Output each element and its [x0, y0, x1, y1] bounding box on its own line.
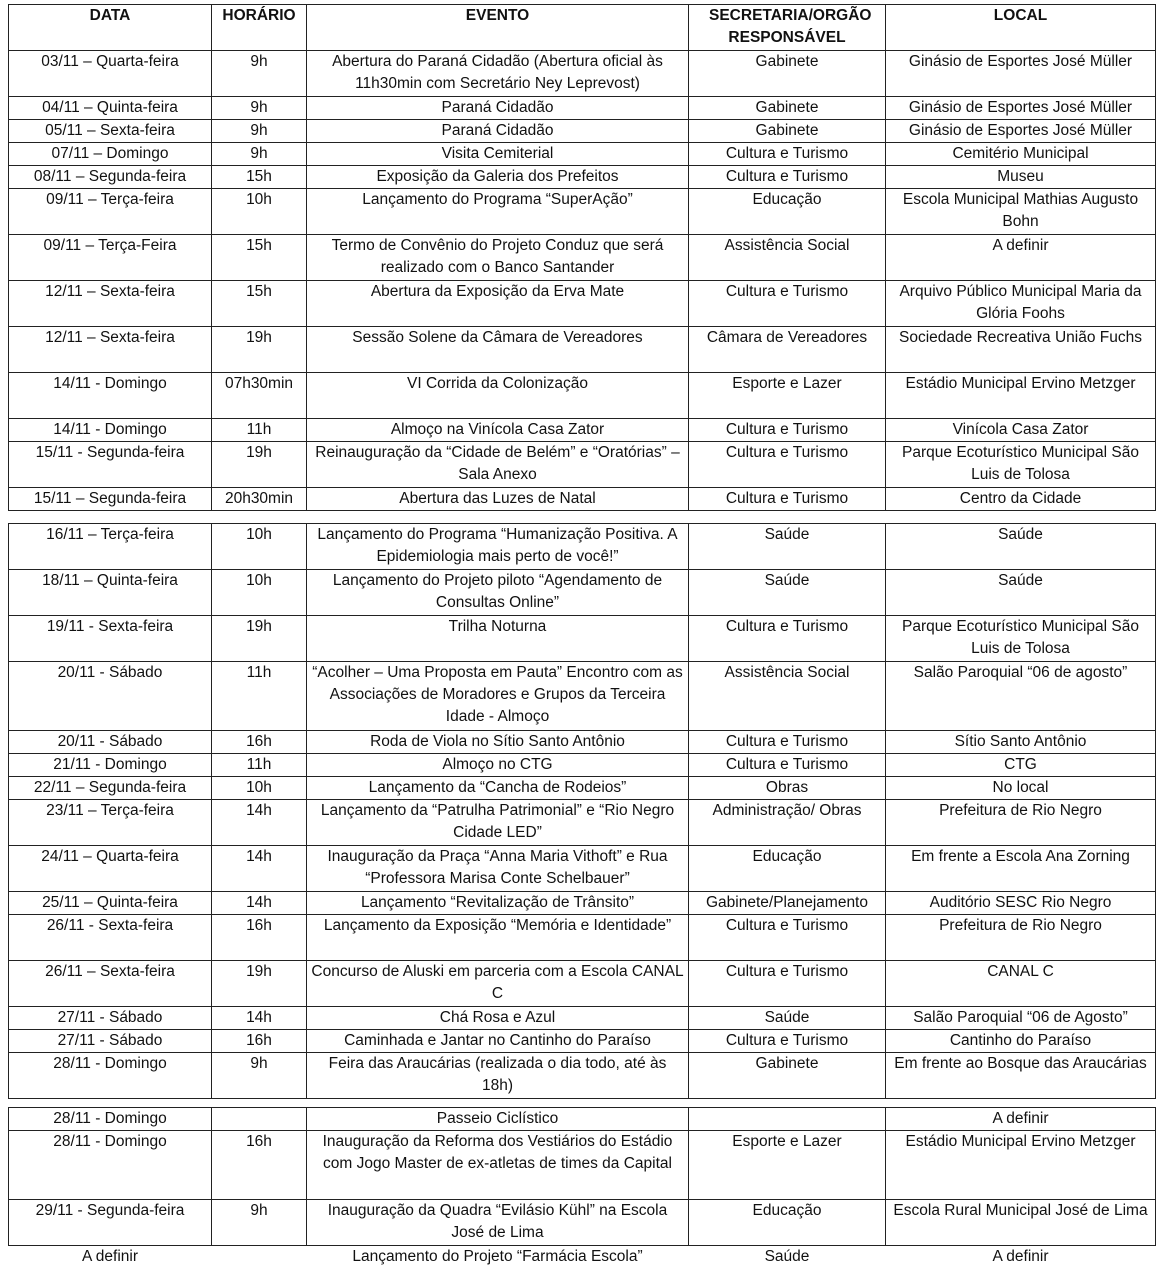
cell-data: 20/11 - Sábado	[9, 662, 212, 731]
cell-secretaria: Educação	[689, 189, 886, 235]
cell-local: Sociedade Recreativa União Fuchs	[886, 327, 1156, 373]
cell-evento: Lançamento “Revitalização de Trânsito”	[307, 892, 689, 915]
cell-horario: 9h	[212, 51, 307, 97]
cell-local: Escola Rural Municipal José de Lima	[886, 1200, 1156, 1246]
schedule-table-3	[8, 1107, 1156, 1269]
schedule-table-2	[8, 523, 1156, 1099]
table-row	[9, 373, 1156, 419]
cell-local: Estádio Municipal Ervino Metzger	[886, 1131, 1156, 1200]
cell-data: 26/11 – Sexta-feira	[9, 961, 212, 1007]
cell-secretaria: Esporte e Lazer	[689, 373, 886, 419]
cell-data: 26/11 - Sexta-feira	[9, 915, 212, 961]
table-row	[9, 1200, 1156, 1246]
cell-horario: 10h	[212, 777, 307, 800]
cell-horario: 19h	[212, 442, 307, 488]
cell-secretaria: Cultura e Turismo	[689, 488, 886, 511]
cell-evento: “Acolher – Uma Proposta em Pauta” Encontro com as Associações de Moradores e Grupos da Terceira Idade - Almoço	[307, 662, 689, 731]
cell-local: Auditório SESC Rio Negro	[886, 892, 1156, 915]
table-row	[9, 143, 1156, 166]
cell-secretaria: Cultura e Turismo	[689, 442, 886, 488]
cell-local: CTG	[886, 754, 1156, 777]
cell-secretaria: Cultura e Turismo	[689, 616, 886, 662]
cell-evento: Almoço no CTG	[307, 754, 689, 777]
cell-horario: 10h	[212, 524, 307, 570]
cell-horario: 20h30min	[212, 488, 307, 511]
cell-horario: 9h	[212, 143, 307, 166]
table-body-3	[9, 1108, 1156, 1269]
cell-data: 12/11 – Sexta-feira	[9, 327, 212, 373]
cell-horario	[212, 1246, 307, 1269]
cell-secretaria: Cultura e Turismo	[689, 143, 886, 166]
cell-horario: 11h	[212, 419, 307, 442]
cell-local: Em frente ao Bosque das Araucárias	[886, 1053, 1156, 1099]
cell-local: Arquivo Público Municipal Maria da Glória Foohs	[886, 281, 1156, 327]
cell-horario: 19h	[212, 616, 307, 662]
cell-secretaria: Administração/ Obras	[689, 800, 886, 846]
table-row	[9, 1131, 1156, 1200]
cell-horario: 15h	[212, 235, 307, 281]
table-body-2	[9, 524, 1156, 1099]
header-horario: HORÁRIO	[212, 5, 307, 51]
table-row	[9, 1007, 1156, 1030]
cell-evento: Lançamento do Projeto “Farmácia Escola”	[307, 1246, 689, 1269]
cell-local: Museu	[886, 166, 1156, 189]
cell-data: 25/11 – Quinta-feira	[9, 892, 212, 915]
cell-horario: 9h	[212, 120, 307, 143]
cell-evento: Inauguração da Quadra “Evilásio Kühl” na Escola José de Lima	[307, 1200, 689, 1246]
cell-horario: 19h	[212, 961, 307, 1007]
cell-evento: Abertura das Luzes de Natal	[307, 488, 689, 511]
table-row	[9, 961, 1156, 1007]
cell-evento: Lançamento da “Cancha de Rodeios”	[307, 777, 689, 800]
cell-data: 24/11 – Quarta-feira	[9, 846, 212, 892]
cell-local: Ginásio de Esportes José Müller	[886, 97, 1156, 120]
header-evento: EVENTO	[307, 5, 689, 51]
cell-local: Sítio Santo Antônio	[886, 731, 1156, 754]
cell-evento: Sessão Solene da Câmara de Vereadores	[307, 327, 689, 373]
cell-data: 20/11 - Sábado	[9, 731, 212, 754]
cell-data: 27/11 - Sábado	[9, 1030, 212, 1053]
cell-data: 09/11 – Terça-feira	[9, 189, 212, 235]
cell-secretaria: Gabinete	[689, 51, 886, 97]
cell-horario: 07h30min	[212, 373, 307, 419]
cell-secretaria: Cultura e Turismo	[689, 166, 886, 189]
cell-data: A definir	[9, 1246, 212, 1269]
cell-local: Salão Paroquial “06 de agosto”	[886, 662, 1156, 731]
cell-data: 21/11 - Domingo	[9, 754, 212, 777]
cell-evento: Inauguração da Reforma dos Vestiários do Estádio com Jogo Master de ex-atletas de times da Capital	[307, 1131, 689, 1200]
cell-local: A definir	[886, 235, 1156, 281]
cell-horario: 14h	[212, 846, 307, 892]
table-row	[9, 662, 1156, 731]
cell-horario: 16h	[212, 731, 307, 754]
cell-evento: Paraná Cidadão	[307, 97, 689, 120]
table-row	[9, 1030, 1156, 1053]
cell-evento: VI Corrida da Colonização	[307, 373, 689, 419]
cell-evento: Inauguração da Praça “Anna Maria Vithoft” e Rua “Professora Marisa Conte Schelbauer”	[307, 846, 689, 892]
cell-secretaria: Saúde	[689, 524, 886, 570]
cell-horario: 14h	[212, 1007, 307, 1030]
cell-data: 09/11 – Terça-Feira	[9, 235, 212, 281]
cell-secretaria: Saúde	[689, 570, 886, 616]
table-row	[9, 570, 1156, 616]
cell-local: Cantinho do Paraíso	[886, 1030, 1156, 1053]
cell-secretaria: Cultura e Turismo	[689, 754, 886, 777]
cell-evento: Feira das Araucárias (realizada o dia todo, até às 18h)	[307, 1053, 689, 1099]
table-row	[9, 731, 1156, 754]
cell-horario	[212, 1108, 307, 1131]
cell-secretaria: Cultura e Turismo	[689, 731, 886, 754]
cell-local: Prefeitura de Rio Negro	[886, 800, 1156, 846]
cell-local: Em frente a Escola Ana Zorning	[886, 846, 1156, 892]
header-local: LOCAL	[886, 5, 1156, 51]
table-row	[9, 915, 1156, 961]
cell-local: Ginásio de Esportes José Müller	[886, 51, 1156, 97]
cell-local: Vinícola Casa Zator	[886, 419, 1156, 442]
table-row	[9, 846, 1156, 892]
table-row	[9, 281, 1156, 327]
cell-local: Prefeitura de Rio Negro	[886, 915, 1156, 961]
cell-local: Escola Municipal Mathias Augusto Bohn	[886, 189, 1156, 235]
table-row	[9, 1053, 1156, 1099]
cell-evento: Visita Cemiterial	[307, 143, 689, 166]
cell-secretaria: Obras	[689, 777, 886, 800]
cell-evento: Lançamento da “Patrulha Patrimonial” e “Rio Negro Cidade LED”	[307, 800, 689, 846]
table-row	[9, 616, 1156, 662]
cell-evento: Concurso de Aluski em parceria com a Escola CANAL C	[307, 961, 689, 1007]
cell-horario: 15h	[212, 281, 307, 327]
cell-horario: 14h	[212, 800, 307, 846]
cell-evento: Reinauguração da “Cidade de Belém” e “Oratórias” – Sala Anexo	[307, 442, 689, 488]
cell-local: No local	[886, 777, 1156, 800]
cell-evento: Termo de Convênio do Projeto Conduz que será realizado com o Banco Santander	[307, 235, 689, 281]
cell-data: 28/11 - Domingo	[9, 1131, 212, 1200]
cell-secretaria: Gabinete	[689, 120, 886, 143]
cell-data: 07/11 – Domingo	[9, 143, 212, 166]
cell-secretaria: Educação	[689, 1200, 886, 1246]
cell-local: Parque Ecoturístico Municipal São Luis de Tolosa	[886, 616, 1156, 662]
table-row	[9, 419, 1156, 442]
cell-local: Salão Paroquial “06 de Agosto”	[886, 1007, 1156, 1030]
cell-local: Centro da Cidade	[886, 488, 1156, 511]
cell-evento: Trilha Noturna	[307, 616, 689, 662]
cell-data: 19/11 - Sexta-feira	[9, 616, 212, 662]
cell-evento: Exposição da Galeria dos Prefeitos	[307, 166, 689, 189]
cell-evento: Passeio Ciclístico	[307, 1108, 689, 1131]
cell-local: Saúde	[886, 570, 1156, 616]
cell-data: 08/11 – Segunda-feira	[9, 166, 212, 189]
cell-horario: 9h	[212, 97, 307, 120]
cell-data: 27/11 - Sábado	[9, 1007, 212, 1030]
cell-local: Cemitério Municipal	[886, 143, 1156, 166]
cell-data: 04/11 – Quinta-feira	[9, 97, 212, 120]
cell-evento: Abertura do Paraná Cidadão (Abertura oficial às 11h30min com Secretário Ney Leprevost)	[307, 51, 689, 97]
table-row	[9, 488, 1156, 511]
cell-evento: Lançamento do Programa “SuperAção”	[307, 189, 689, 235]
cell-evento: Lançamento da Exposição “Memória e Identidade”	[307, 915, 689, 961]
cell-data: 16/11 – Terça-feira	[9, 524, 212, 570]
table-body-1	[9, 51, 1156, 511]
cell-evento: Chá Rosa e Azul	[307, 1007, 689, 1030]
table-row	[9, 189, 1156, 235]
cell-local: A definir	[886, 1108, 1156, 1131]
cell-horario: 14h	[212, 892, 307, 915]
table-row	[9, 120, 1156, 143]
table-row	[9, 235, 1156, 281]
table-row	[9, 892, 1156, 915]
cell-secretaria: Educação	[689, 846, 886, 892]
cell-evento: Lançamento do Projeto piloto “Agendamento de Consultas Online”	[307, 570, 689, 616]
cell-secretaria: Saúde	[689, 1007, 886, 1030]
schedule-table-1	[8, 4, 1156, 511]
header-data: DATA	[9, 5, 212, 51]
table-row	[9, 166, 1156, 189]
cell-data: 14/11 - Domingo	[9, 419, 212, 442]
cell-data: 15/11 - Segunda-feira	[9, 442, 212, 488]
cell-secretaria: Saúde	[689, 1246, 886, 1269]
cell-secretaria: Esporte e Lazer	[689, 1131, 886, 1200]
cell-secretaria: Cultura e Turismo	[689, 419, 886, 442]
cell-evento: Lançamento do Programa “Humanização Positiva. A Epidemiologia mais perto de você!”	[307, 524, 689, 570]
cell-data: 14/11 - Domingo	[9, 373, 212, 419]
cell-horario: 11h	[212, 754, 307, 777]
cell-data: 03/11 – Quarta-feira	[9, 51, 212, 97]
cell-secretaria	[689, 1108, 886, 1131]
cell-secretaria: Cultura e Turismo	[689, 961, 886, 1007]
cell-secretaria: Câmara de Vereadores	[689, 327, 886, 373]
cell-secretaria: Cultura e Turismo	[689, 915, 886, 961]
cell-horario: 11h	[212, 662, 307, 731]
table-row	[9, 777, 1156, 800]
table-row	[9, 442, 1156, 488]
cell-horario: 9h	[212, 1053, 307, 1099]
cell-horario: 16h	[212, 1030, 307, 1053]
header-secretaria: SECRETARIA/ORGÃO RESPONSÁVEL	[689, 5, 886, 51]
cell-data: 12/11 – Sexta-feira	[9, 281, 212, 327]
table-row	[9, 1108, 1156, 1131]
cell-data: 28/11 - Domingo	[9, 1108, 212, 1131]
cell-secretaria: Gabinete/Planejamento	[689, 892, 886, 915]
cell-horario: 16h	[212, 915, 307, 961]
cell-local: CANAL C	[886, 961, 1156, 1007]
cell-secretaria: Cultura e Turismo	[689, 1030, 886, 1053]
cell-local: Ginásio de Esportes José Müller	[886, 120, 1156, 143]
table-row	[9, 97, 1156, 120]
cell-evento: Caminhada e Jantar no Cantinho do Paraíso	[307, 1030, 689, 1053]
cell-horario: 19h	[212, 327, 307, 373]
cell-data: 23/11 – Terça-feira	[9, 800, 212, 846]
cell-horario: 10h	[212, 570, 307, 616]
cell-data: 29/11 - Segunda-feira	[9, 1200, 212, 1246]
cell-evento: Abertura da Exposição da Erva Mate	[307, 281, 689, 327]
table-row	[9, 327, 1156, 373]
table-row	[9, 51, 1156, 97]
cell-evento: Roda de Viola no Sítio Santo Antônio	[307, 731, 689, 754]
cell-secretaria: Assistência Social	[689, 235, 886, 281]
cell-data: 18/11 – Quinta-feira	[9, 570, 212, 616]
cell-secretaria: Assistência Social	[689, 662, 886, 731]
table-row	[9, 800, 1156, 846]
cell-secretaria: Cultura e Turismo	[689, 281, 886, 327]
cell-horario: 16h	[212, 1131, 307, 1200]
header-row	[9, 5, 1156, 51]
cell-secretaria: Gabinete	[689, 97, 886, 120]
cell-horario: 15h	[212, 166, 307, 189]
cell-local: Parque Ecoturístico Municipal São Luis de Tolosa	[886, 442, 1156, 488]
cell-horario: 10h	[212, 189, 307, 235]
cell-local: Saúde	[886, 524, 1156, 570]
cell-data: 28/11 - Domingo	[9, 1053, 212, 1099]
cell-horario: 9h	[212, 1200, 307, 1246]
cell-evento: Paraná Cidadão	[307, 120, 689, 143]
cell-local: Estádio Municipal Ervino Metzger	[886, 373, 1156, 419]
table-row	[9, 1246, 1156, 1269]
cell-secretaria: Gabinete	[689, 1053, 886, 1099]
cell-evento: Almoço na Vinícola Casa Zator	[307, 419, 689, 442]
cell-data: 22/11 – Segunda-feira	[9, 777, 212, 800]
table-row	[9, 524, 1156, 570]
cell-data: 15/11 – Segunda-feira	[9, 488, 212, 511]
cell-data: 05/11 – Sexta-feira	[9, 120, 212, 143]
cell-local: A definir	[886, 1246, 1156, 1269]
table-row	[9, 754, 1156, 777]
